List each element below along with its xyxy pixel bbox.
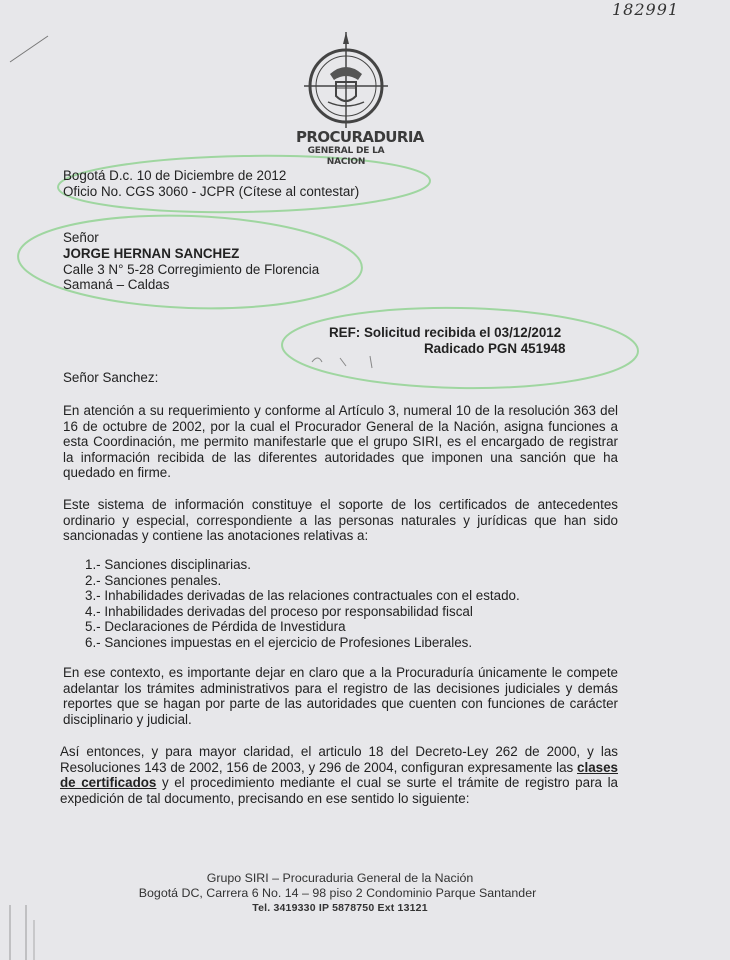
date-line: Bogotá D.c. 10 de Diciembre de 2012 (63, 168, 287, 183)
recipient-address: Calle 3 N° 5-28 Corregimiento de Florencia (63, 262, 320, 277)
list-item: 2.- Sanciones penales. (85, 572, 222, 588)
list-item: 4.- Inhabilidades derivadas del proceso por responsabilidad fiscal (85, 603, 473, 619)
list-item: 5.- Declaraciones de Pérdida de Investidura (85, 619, 346, 635)
certificate-classes-emphasis: clases de certificados (60, 759, 618, 790)
greeting: Señor Sanchez: (63, 370, 159, 385)
pen-stroke-mark (10, 36, 48, 62)
radicado-line: Radicado PGN 451948 (424, 341, 566, 356)
paragraph-1: En atención a su requerimiento y conforme al Artículo 3, numeral 10 de la resolución 363 del 16 de octubre de 2002, por la cual el Procurador General de la Nación, asigna funciones a esta Coordinación, me permito manifestarle que el grupo SIRI, es el encargado de registrar la información recibida de las diferentes autoridades que imponen una sanción que ha quedado en firme. (63, 403, 618, 480)
reference-line: REF: Solicitud recibida el 03/12/2012 (329, 325, 562, 340)
recipient-title: Señor (63, 230, 99, 245)
footer-phone: Tel. 3419330 IP 5878750 Ext 13121 (252, 902, 428, 914)
logo-subtitle: GENERAL DE LA NACION (307, 146, 385, 167)
recipient-name: JORGE HERNAN SANCHEZ (63, 246, 240, 261)
procuraduria-emblem (300, 30, 394, 130)
paragraph-4-start: Así entonces, y para mayor claridad, el articulo 18 del Decreto-Ley 262 de 2000, y las Resoluciones 143 de 2002, 156 de 2003, y 296 de 2004, configuran expresamente las (60, 744, 618, 775)
oficio-line: Oficio No. CGS 3060 - JCPR (Cítese al contestar) (63, 184, 360, 199)
handwritten-number: 182991 (612, 0, 680, 19)
list-item: 1.- Sanciones disciplinarias. (85, 557, 251, 572)
list-item: 3.- Inhabilidades derivadas de las relaciones contractuales con el estado. (85, 588, 520, 604)
logo-title: PROCURADURIA (296, 128, 424, 146)
recipient-city: Samaná – Caldas (63, 277, 170, 292)
list-item: 6.- Sanciones impuestas en el ejercicio de Profesiones Liberales. (85, 634, 473, 650)
paragraph-4-end: y el procedimiento mediante el cual se surte el trámite de registro para la expedición de tal documento, precisando en ese sentido lo siguiente: (60, 775, 618, 806)
paragraph-3: En ese contexto, es importante dejar en claro que a la Procuraduría únicamente le compete adelantar los trámites administrativos para el registro de las decisiones judiciales y demás reportes que se hagan por parte de las autoridades que cuenten con funciones de carácter disciplinario y judicial. (63, 665, 618, 727)
coat-of-arms-icon (300, 30, 394, 130)
paragraph-4 (60, 744, 618, 806)
paragraph-2: Este sistema de información constituye el soporte de los certificados de antecedentes ordinario y especial, correspondiente a las personas naturales y jurídicas que han sido sancionadas y contiene las anotaciones relativas a: (63, 497, 618, 543)
pencil-marks (312, 356, 372, 368)
footer-address: Bogotá DC, Carrera 6 No. 14 – 98 piso 2 Condominio Parque Santander (138, 886, 537, 900)
sanctions-list (85, 557, 605, 651)
footer-group: Grupo SIRI – Procuraduria General de la Nación (206, 871, 474, 885)
